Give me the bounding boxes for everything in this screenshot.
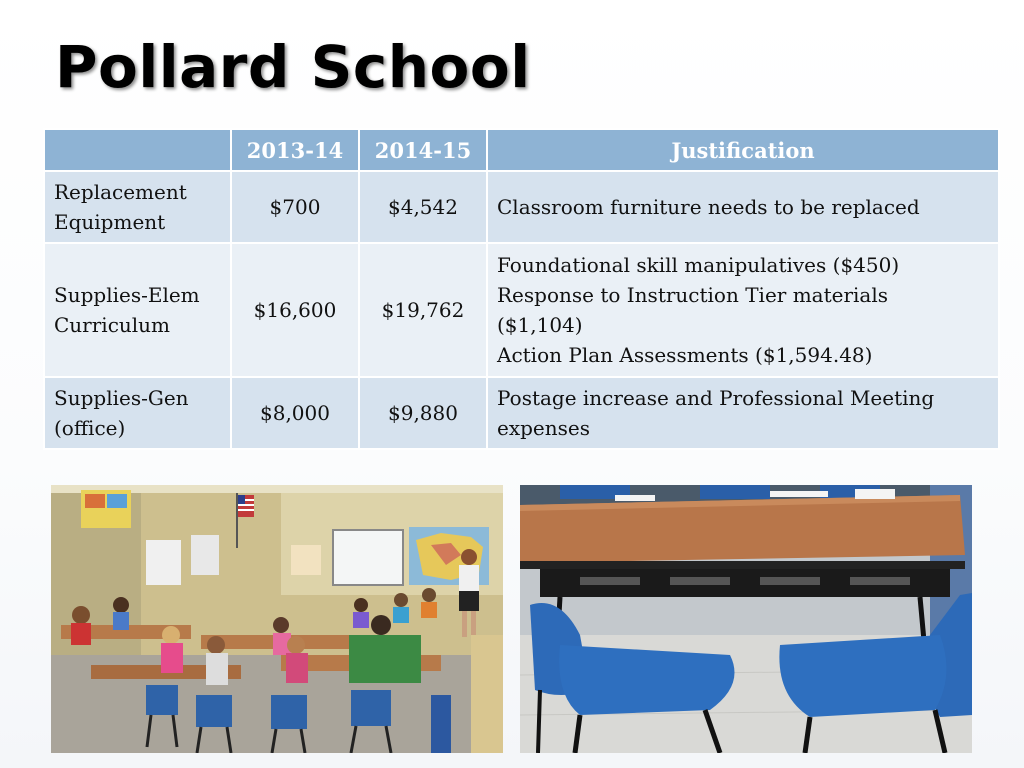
justification-cell: Foundational skill manipulatives ($450) Response to Instruction Tier materials ($1,104) Action Plan Assessments ($1,594.48) bbox=[487, 243, 999, 377]
header-justification: Justification bbox=[487, 129, 999, 171]
table-row bbox=[44, 171, 999, 243]
table-row bbox=[44, 377, 999, 449]
value-2014-15: $4,542 bbox=[359, 171, 487, 243]
header-empty bbox=[44, 129, 231, 171]
budget-table bbox=[43, 128, 1000, 450]
header-2013-14: 2013-14 bbox=[231, 129, 359, 171]
value-2013-14: $16,600 bbox=[231, 243, 359, 377]
value-2014-15: $9,880 bbox=[359, 377, 487, 449]
category-cell: Replacement Equipment bbox=[44, 171, 231, 243]
justification-cell: Postage increase and Professional Meeting expenses bbox=[487, 377, 999, 449]
category-cell: Supplies-Gen (office) bbox=[44, 377, 231, 449]
category-cell: Supplies-Elem Curriculum bbox=[44, 243, 231, 377]
desk-chairs-photo bbox=[520, 485, 972, 753]
value-2013-14: $700 bbox=[231, 171, 359, 243]
table-header-row bbox=[44, 129, 999, 171]
header-2014-15: 2014-15 bbox=[359, 129, 487, 171]
value-2014-15: $19,762 bbox=[359, 243, 487, 377]
classroom-photo bbox=[51, 485, 503, 753]
slide-title: Pollard School bbox=[55, 33, 531, 101]
justification-cell: Classroom furniture needs to be replaced bbox=[487, 171, 999, 243]
value-2013-14: $8,000 bbox=[231, 377, 359, 449]
table-row bbox=[44, 243, 999, 377]
